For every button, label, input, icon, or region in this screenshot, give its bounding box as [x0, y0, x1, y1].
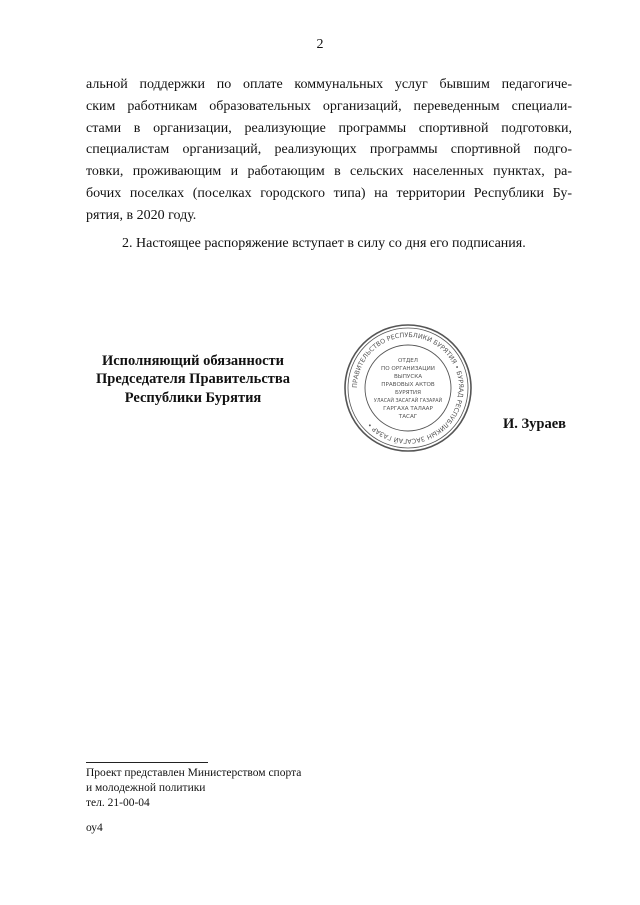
- signatory-title-line: Республики Бурятия: [124, 389, 262, 406]
- document-code: оу4: [86, 822, 103, 834]
- footnote-line: Проект представлен Министерством спорта: [86, 767, 302, 779]
- page-number: 2: [316, 37, 324, 52]
- seal-line: ПО ОРГАНИЗАЦИИ: [381, 366, 435, 372]
- official-seal: [342, 322, 474, 454]
- seal-line: БУРЯТИЯ: [395, 390, 421, 396]
- seal-line: ГАРГАХА ТАЛААР: [383, 406, 433, 412]
- paragraph-line: альной поддержки по оплате коммунальных услуг бывшим педагогиче-: [86, 77, 572, 92]
- seal-line: ВЫПУСКА: [393, 374, 423, 380]
- footnote-divider: [86, 762, 208, 763]
- paragraph-line: бочих поселках (поселках городского типа) на территории Республики Бу-: [86, 185, 572, 201]
- seal-ring-text: ПРАВИТЕЛЬСТВО РЕСПУБЛИКИ БУРЯТИЯ • БУРЯАД РЕСПУБЛИКЫН ЗАСАГАЙ ГАЗАР •: [350, 330, 466, 446]
- paragraph-line: стами в организации, реализующие программы спортивной подготовки,: [86, 120, 572, 136]
- signatory-title-line: Исполняющий обязанности: [101, 353, 285, 369]
- footnote-line: и молодежной политики: [86, 781, 206, 794]
- seal-line: ОТДЕЛ: [398, 358, 418, 364]
- seal-line: ТАСАГ: [398, 414, 418, 420]
- paragraph-line: специалистам организаций, реализующих программы спортивной подго-: [86, 142, 572, 158]
- paragraph-continuation: [86, 74, 572, 227]
- signatory-name: И. Зураев: [503, 416, 567, 432]
- paragraph-line: рятия, в 2020 году.: [86, 207, 197, 223]
- signatory-title: [70, 352, 316, 407]
- footnote-line: тел. 21-00-04: [86, 796, 150, 809]
- paragraph-line: товки, проживающим и работающим в сельских населенных пунктах, ра-: [86, 164, 572, 180]
- seal-line: ПРАВОВЫХ АКТОВ: [381, 382, 435, 388]
- footnote: [86, 766, 301, 810]
- paragraph-line: ским работникам образовательных организаций, переведенным специали-: [86, 98, 572, 114]
- clause-2: 2. Настоящее распоряжение вступает в силу со дня его подписания.: [122, 236, 526, 251]
- signatory-title-line: Председателя Правительства: [96, 371, 290, 388]
- seal-line: УЛАСАЙ ЗАСАГАЙ ГАЗАРАЙ: [373, 399, 443, 404]
